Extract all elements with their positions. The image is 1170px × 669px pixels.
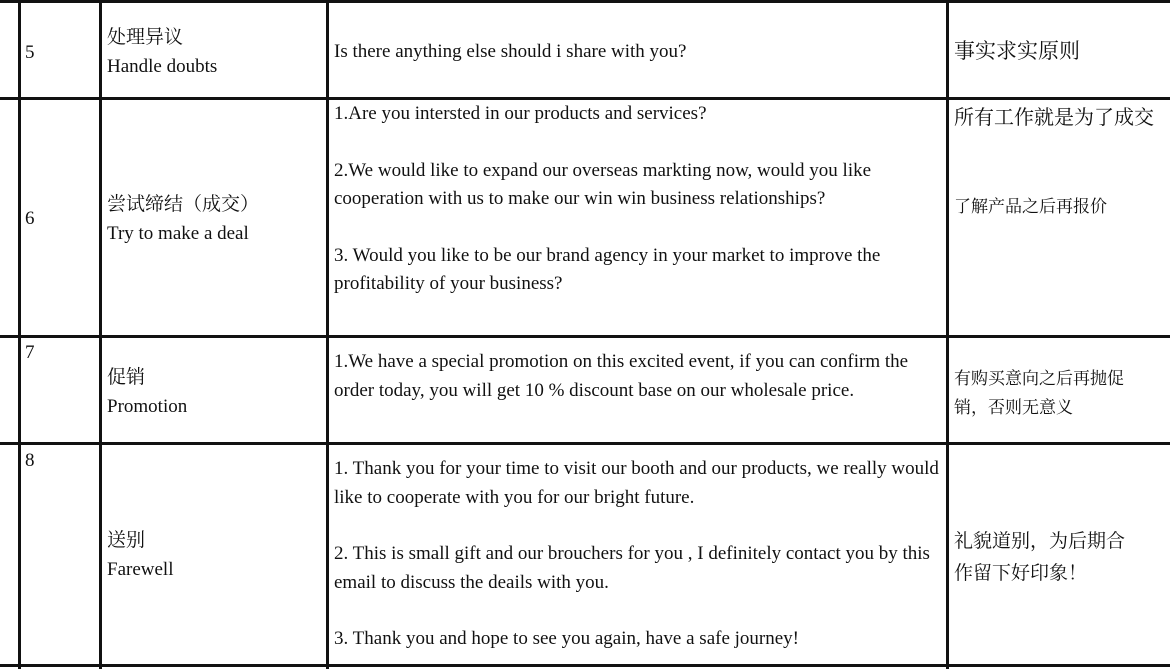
stage-name-zh: 尝试缔结（成交） — [107, 193, 260, 215]
stage-name-en: Try to make a deal — [107, 223, 249, 244]
stage-name-en: Handle doubts — [107, 56, 218, 77]
note-text: 了解产品之后再报价 — [954, 197, 1107, 217]
phrase-cell — [334, 100, 946, 299]
row-number: 5 — [25, 42, 35, 63]
phrase-text: 2. This is small gift and our brouchers for you , I definitely contact you by this email to discuss the deails with you. — [334, 543, 930, 593]
row-number: 7 — [25, 342, 35, 363]
note-text: 有购买意向之后再抛促 — [954, 369, 1124, 389]
phrase-text: 1.Are you intersted in our products and services? — [334, 103, 707, 124]
row-divider — [0, 335, 1170, 338]
note-text: 所有工作就是为了成交 — [954, 105, 1154, 129]
phrase-text: 1. Thank you for your time to visit our booth and our products, we really would like to cooperate with you for our bright future. — [334, 458, 939, 508]
stage-cell — [107, 525, 322, 585]
stage-cell — [107, 189, 322, 249]
note-text: 事实求实原则 — [954, 39, 1080, 63]
row-divider — [0, 442, 1170, 445]
stage-name-zh: 处理异议 — [107, 26, 184, 48]
stage-name-en: Farewell — [107, 559, 174, 580]
row-number: 6 — [25, 208, 35, 229]
note-cell — [954, 365, 1170, 423]
phrase-cell — [334, 38, 944, 67]
stage-name-zh: 促销 — [107, 366, 146, 388]
row-divider — [0, 664, 1170, 667]
stage-name-en: Promotion — [107, 396, 188, 417]
stage-cell — [107, 362, 322, 422]
phrase-text: 3. Thank you and hope to see you again, have a safe journey! — [334, 628, 799, 649]
note-cell — [954, 36, 1170, 66]
phrase-text: 3. Would you like to be our brand agency in your market to improve the profitability of your business? — [334, 244, 881, 294]
note-cell — [954, 525, 1170, 589]
stage-name-zh: 送别 — [107, 529, 146, 551]
note-cell — [954, 102, 1170, 132]
phrase-cell — [334, 348, 946, 405]
phrase-text: Is there anything else should i share with you? — [334, 41, 687, 62]
phrase-text: 1.We have a special promotion on this excited event, if you can confirm the order today, you will get 10 % discount base on our wholesale price. — [334, 351, 909, 401]
note-text: 销，否则无意义 — [954, 398, 1073, 418]
row-divider — [0, 0, 1170, 3]
phrase-text: 2.We would like to expand our overseas markting now, would you like cooperation with us to make our win win business relationships? — [334, 159, 872, 209]
note-text: 作留下好印象！ — [954, 562, 1088, 584]
stage-cell — [107, 22, 322, 82]
note-text: 礼貌道别，为后期合 — [954, 530, 1126, 552]
row-number: 8 — [25, 450, 35, 471]
phrase-cell — [334, 455, 948, 654]
note-cell — [954, 193, 1170, 221]
